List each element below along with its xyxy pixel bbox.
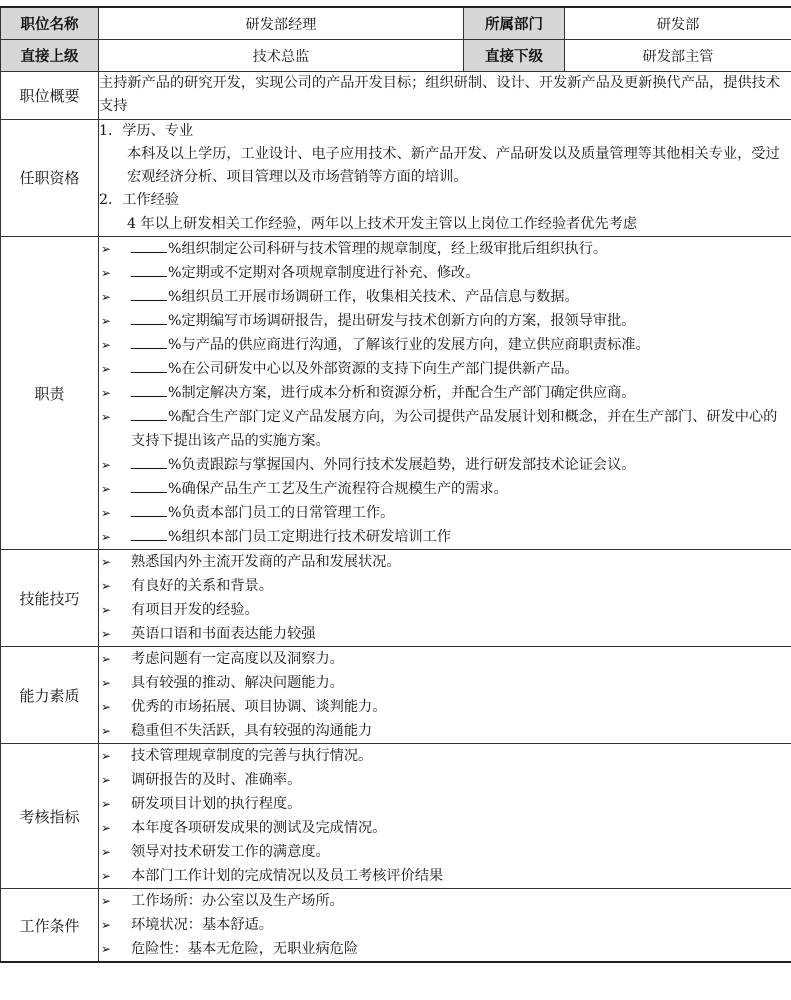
abilities-label: 能力素质 <box>1 647 99 744</box>
qualification-body: 本科及以上学历，工业设计、电子应用技术、新产品开发、产品研发以及质量管理等其他相关专业，受过宏观经济分析、项目管理以及市场营销等方面的培训。 <box>127 145 780 186</box>
list-item-text: 英语口语和书面表达能力较强 <box>131 626 316 643</box>
arrow-bullet-icon: ➢ <box>101 652 112 667</box>
overview-row <box>1 72 791 120</box>
header-row-2 <box>1 40 791 72</box>
arrow-bullet-icon: ➢ <box>101 942 112 957</box>
kpi-list <box>99 744 791 888</box>
abilities-row <box>1 647 791 744</box>
arrow-bullet-icon: ➢ <box>101 918 112 933</box>
list-item-text: 调研报告的及时、准确率。 <box>131 772 302 789</box>
position-name-value: 研发部经理 <box>99 7 464 40</box>
list-item <box>99 237 791 261</box>
kpi-label: 考核指标 <box>1 744 99 889</box>
list-item-text: 本部门工作计划的完成情况以及员工考核评价结果 <box>131 868 444 885</box>
arrow-bullet-icon: ➢ <box>101 530 112 545</box>
percentage-blank <box>131 382 167 397</box>
percentage-blank <box>131 526 167 541</box>
list-item <box>99 768 791 792</box>
list-item <box>99 913 791 937</box>
duties-content <box>99 237 791 550</box>
list-item-text: %制定解决方案，进行成本分析和资源分析，并配合生产部门确定供应商。 <box>168 385 636 402</box>
list-item-text: 优秀的市场拓展、项目协调、谈判能力。 <box>131 699 387 716</box>
list-item <box>99 647 791 671</box>
arrow-bullet-icon: ➢ <box>101 579 112 594</box>
arrow-bullet-icon: ➢ <box>101 676 112 691</box>
skills-row <box>1 550 791 647</box>
qualifications-content <box>99 119 791 236</box>
list-item-text: 具有较强的推动、解决问题能力。 <box>131 675 344 692</box>
list-item-text: %组织制定公司科研与技术管理的规章制度，经上级审批后组织执行。 <box>168 241 608 258</box>
list-item <box>99 405 791 453</box>
kpi-content <box>99 744 791 889</box>
list-item <box>99 381 791 405</box>
conditions-label: 工作条件 <box>1 889 99 963</box>
qualifications-label: 任职资格 <box>1 119 99 236</box>
list-item <box>99 695 791 719</box>
list-item <box>99 477 791 501</box>
percentage-blank <box>131 478 167 493</box>
overview-text: 主持新产品的研究开发，实现公司的产品开发目标；组织研制、设计、开发新产品及更新换代产品，提供技术支持 <box>99 72 791 120</box>
arrow-bullet-icon: ➢ <box>101 700 112 715</box>
list-item <box>99 889 791 913</box>
list-item <box>99 453 791 477</box>
arrow-bullet-icon: ➢ <box>101 482 112 497</box>
qualification-heading: 1．学历、专业 <box>99 122 194 139</box>
percentage-blank <box>131 310 167 325</box>
list-item <box>99 550 791 574</box>
header-row-1 <box>1 7 791 40</box>
list-item <box>99 937 791 961</box>
conditions-row <box>1 889 791 963</box>
qualification-item <box>99 120 791 190</box>
list-item <box>99 622 791 646</box>
job-description-table <box>0 6 791 963</box>
list-item <box>99 816 791 840</box>
list-item <box>99 864 791 888</box>
arrow-bullet-icon: ➢ <box>101 242 112 257</box>
arrow-bullet-icon: ➢ <box>101 797 112 812</box>
department-value: 研发部 <box>565 7 791 40</box>
arrow-bullet-icon: ➢ <box>101 266 112 281</box>
skills-content <box>99 550 791 647</box>
arrow-bullet-icon: ➢ <box>101 627 112 642</box>
list-item-text: 有项目开发的经验。 <box>131 602 259 619</box>
qualification-heading: 2．工作经验 <box>99 192 179 209</box>
qualifications-row <box>1 119 791 236</box>
arrow-bullet-icon: ➢ <box>101 555 112 570</box>
list-item-text: 考虑问题有一定高度以及洞察力。 <box>131 651 344 668</box>
percentage-blank <box>131 334 167 349</box>
abilities-content <box>99 647 791 744</box>
list-item <box>99 261 791 285</box>
list-item-text: %定期编写市场调研报告，提出研发与技术创新方向的方案，报领导审批。 <box>168 313 636 330</box>
arrow-bullet-icon: ➢ <box>101 845 112 860</box>
list-item-text: 危险性：基本无危险，无职业病危险 <box>131 941 359 958</box>
list-item <box>99 333 791 357</box>
percentage-blank <box>131 286 167 301</box>
list-item-text: %组织员工开展市场调研工作，收集相关技术、产品信息与数据。 <box>168 289 579 306</box>
position-name-label: 职位名称 <box>1 7 99 40</box>
percentage-blank <box>131 358 167 373</box>
arrow-bullet-icon: ➢ <box>101 821 112 836</box>
duties-row <box>1 237 791 550</box>
arrow-bullet-icon: ➢ <box>101 410 112 425</box>
list-item <box>99 840 791 864</box>
list-item-text: 领导对技术研发工作的满意度。 <box>131 844 330 861</box>
list-item <box>99 309 791 333</box>
list-item-text: %负责本部门员工的日常管理工作。 <box>168 505 395 522</box>
list-item <box>99 671 791 695</box>
conditions-list <box>99 889 791 961</box>
list-item <box>99 792 791 816</box>
arrow-bullet-icon: ➢ <box>101 386 112 401</box>
percentage-blank <box>131 454 167 469</box>
conditions-content <box>99 889 791 963</box>
qualification-body: 4 年以上研发相关工作经验，两年以上技术开发主管以上岗位工作经验者优先考虑 <box>127 215 638 232</box>
list-item <box>99 525 791 549</box>
skills-label: 技能技巧 <box>1 550 99 647</box>
percentage-blank <box>131 238 167 253</box>
list-item-text: %负责跟踪与掌握国内、外同行技术发展趋势，进行研发部技术论证会议。 <box>168 457 636 474</box>
list-item <box>99 574 791 598</box>
list-item <box>99 285 791 309</box>
arrow-bullet-icon: ➢ <box>101 290 112 305</box>
percentage-blank <box>131 406 167 421</box>
duties-label: 职责 <box>1 237 99 550</box>
list-item-text: %与产品的供应商进行沟通，了解该行业的发展方向，建立供应商职责标准。 <box>168 337 650 354</box>
list-item-text: %在公司研发中心以及外部资源的支持下向生产部门提供新产品。 <box>168 361 579 378</box>
abilities-list <box>99 647 791 743</box>
subordinate-label: 直接下级 <box>464 40 565 72</box>
arrow-bullet-icon: ➢ <box>101 506 112 521</box>
list-item-text: 熟悉国内外主流开发商的产品和发展状况。 <box>131 554 401 571</box>
list-item-text: 研发项目计划的执行程度。 <box>131 796 302 813</box>
arrow-bullet-icon: ➢ <box>101 869 112 884</box>
list-item-text: %组织本部门员工定期进行技术研发培训工作 <box>168 529 452 546</box>
overview-label: 职位概要 <box>1 72 99 120</box>
arrow-bullet-icon: ➢ <box>101 749 112 764</box>
arrow-bullet-icon: ➢ <box>101 458 112 473</box>
list-item-text: 环境状况：基本舒适。 <box>131 917 273 934</box>
list-item-text: 本年度各项研发成果的测试及完成情况。 <box>131 820 387 837</box>
list-item <box>99 357 791 381</box>
list-item-text: %定期或不定期对各项规章制度进行补充、修改。 <box>168 265 480 282</box>
list-item <box>99 744 791 768</box>
list-item-text: 工作场所：办公室以及生产场所。 <box>131 893 344 910</box>
percentage-blank <box>131 502 167 517</box>
subordinate-value: 研发部主管 <box>565 40 791 72</box>
arrow-bullet-icon: ➢ <box>101 724 112 739</box>
list-item-text: %确保产品生产工艺及生产流程符合规模生产的需求。 <box>168 481 508 498</box>
list-item-text: %配合生产部门定义产品发展方向，为公司提供产品发展计划和概念，并在生产部门、研发中心的支持下提出该产品的实施方案。 <box>131 409 778 450</box>
kpi-row <box>1 744 791 889</box>
arrow-bullet-icon: ➢ <box>101 338 112 353</box>
arrow-bullet-icon: ➢ <box>101 603 112 618</box>
superior-value: 技术总监 <box>99 40 464 72</box>
list-item <box>99 598 791 622</box>
list-item-text: 有良好的关系和背景。 <box>131 578 273 595</box>
arrow-bullet-icon: ➢ <box>101 362 112 377</box>
superior-label: 直接上级 <box>1 40 99 72</box>
arrow-bullet-icon: ➢ <box>101 894 112 909</box>
list-item <box>99 501 791 525</box>
list-item-text: 技术管理规章制度的完善与执行情况。 <box>131 748 373 765</box>
arrow-bullet-icon: ➢ <box>101 314 112 329</box>
arrow-bullet-icon: ➢ <box>101 773 112 788</box>
skills-list <box>99 550 791 646</box>
duties-list <box>99 237 791 549</box>
department-label: 所属部门 <box>464 7 565 40</box>
list-item-text: 稳重但不失活跃，具有较强的沟通能力 <box>131 723 373 740</box>
percentage-blank <box>131 262 167 277</box>
list-item <box>99 719 791 743</box>
qualification-item <box>99 189 791 236</box>
